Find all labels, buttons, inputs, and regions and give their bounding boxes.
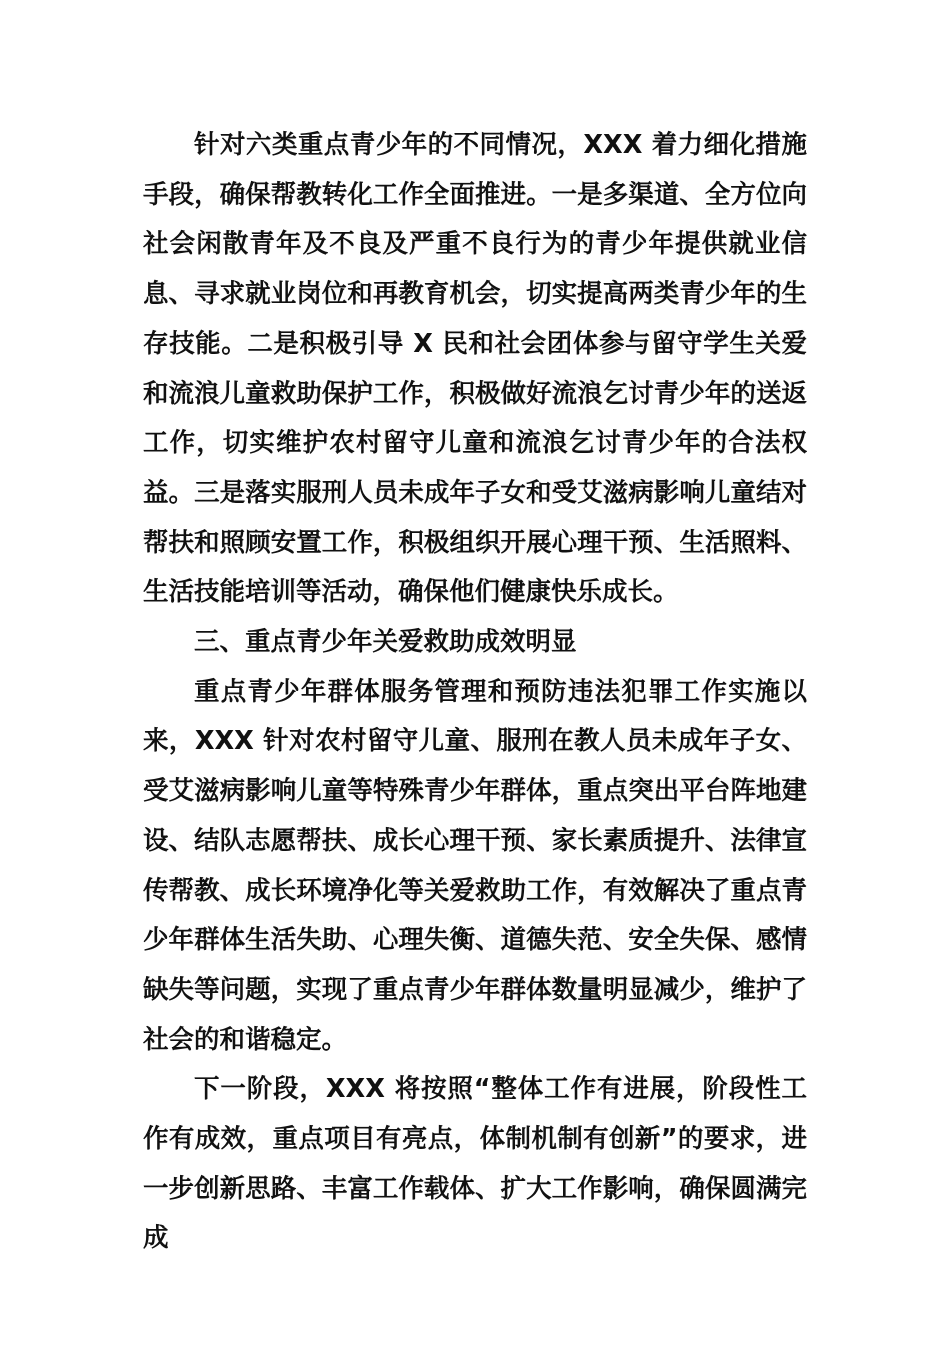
paragraph-1: 针对六类重点青少年的不同情况，XXX 着力细化措施手段，确保帮教转化工作全面推进。一是多渠道、全方位向社会闲散青年及不良及严重不良行为的青少年提供就业信息、寻求就业岗位和再教育机会，切实提高两类青少年的生存技能。二是积极引导 X 民和社会团体参与留守学生关爱和流浪儿童救助保护工作，积极做好流浪乞讨青少年的送返工作，切实维护农村留守儿童和流浪乞讨青少年的合法权益。三是落实服刑人员未成年子女和受艾滋病影响儿童结对帮扶和照顾安置工作，积极组织开展心理干预、生活照料、生活技能培训等活动，确保他们健康快乐成长。: [143, 130, 807, 608]
section-heading: 三、重点青少年关爱救助成效明显: [194, 627, 577, 658]
paragraph-2: 重点青少年群体服务管理和预防违法犯罪工作实施以来，XXX 针对农村留守儿童、服刑在教人员未成年子女、受艾滋病影响儿童等特殊青少年群体，重点突出平台阵地建设、结队志愿帮扶、成长心理干预、家长素质提升、法律宣传帮教、成长环境净化等关爱救助工作，有效解决了重点青少年群体生活失助、心理失衡、道德失范、安全失保、感情缺失等问题，实现了重点青少年群体数量明显减少，维护了社会的和谐稳定。: [143, 676, 807, 1055]
paragraph-3: 下一阶段，XXX 将按照“整体工作有进展，阶段性工作有成效，重点项目有亮点，体制机制有创新”的要求，进一步创新思路、丰富工作载体、扩大工作影响，确保圆满完成: [143, 1074, 807, 1254]
document-body: [143, 121, 807, 1264]
